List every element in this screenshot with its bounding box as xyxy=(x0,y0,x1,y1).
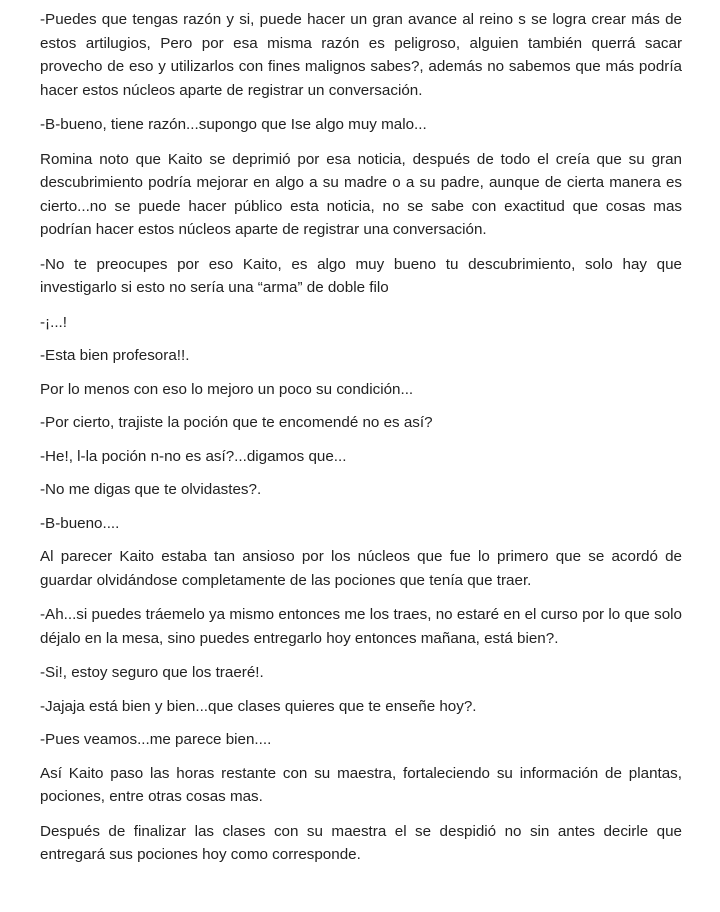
paragraph: Romina noto que Kaito se deprimió por esa noticia, después de todo el creía que su gran descubrimiento podría mejorar en algo a su madre o a su padre, aunque de cierta manera es cierto...no se puede hacer público esta noticia, no se sabe con exactitud que cosas mas podrían hacer estos núcleos aparte de registrar una conversación. xyxy=(40,150,682,238)
paragraph: Después de finalizar las clases con su maestra el se despidió no sin antes decirle que entregará sus pociones hoy como corresponde. xyxy=(40,822,682,863)
paragraph: Así Kaito paso las horas restante con su maestra, fortaleciendo su información de plantas, pociones, entre otras cosas mas. xyxy=(40,764,682,805)
paragraph: -¡...! xyxy=(40,313,67,331)
paragraph: Al parecer Kaito estaba tan ansioso por los núcleos que fue lo primero que se acordó de guardar olvidándose completamente de las pociones que tenía que traer. xyxy=(40,548,682,589)
paragraph: -No me digas que te olvidastes?. xyxy=(40,481,262,498)
paragraph: -Puedes que tengas razón y si, puede hacer un gran avance al reino s se logra crear más de estos artilugios, Pero por esa misma razón es peligroso, alguien también querrá sacar provecho de eso y utilizarlos con fines malignos sabes?, además no sabemos que más podría hacer estos núcleos aparte de registrar un conversación. xyxy=(40,11,682,99)
paragraph: -No te preocupes por eso Kaito, es algo muy bueno tu descubrimiento, solo hay que investigarlo si esto no sería una “arma” de doble filo xyxy=(40,255,682,296)
paragraph: -He!, l-la poción n-no es así?...digamos que... xyxy=(40,447,347,465)
paragraph: -B-bueno.... xyxy=(40,514,120,532)
paragraph: -B-bueno, tiene razón...supongo que Ise algo muy malo... xyxy=(40,116,427,133)
paragraph: -Si!, estoy seguro que los traeré!. xyxy=(40,664,264,681)
paragraph: -Ah...si puedes tráemelo ya mismo entonces me los traes, no estaré en el curso por lo que solo déjalo en la mesa, sino puedes entregarlo hoy entonces mañana, está bien?. xyxy=(40,606,682,647)
paragraph: -Esta bien profesora!!. xyxy=(40,347,190,364)
paragraph: -Jajaja está bien y bien...que clases quieres que te enseñe hoy?. xyxy=(40,697,477,715)
paragraph: Por lo menos con eso lo mejoro un poco su condición... xyxy=(40,380,414,398)
paragraph: -Pues veamos...me parece bien.... xyxy=(40,731,272,748)
paragraph: -Por cierto, trajiste la poción que te encomendé no es así? xyxy=(40,414,433,431)
